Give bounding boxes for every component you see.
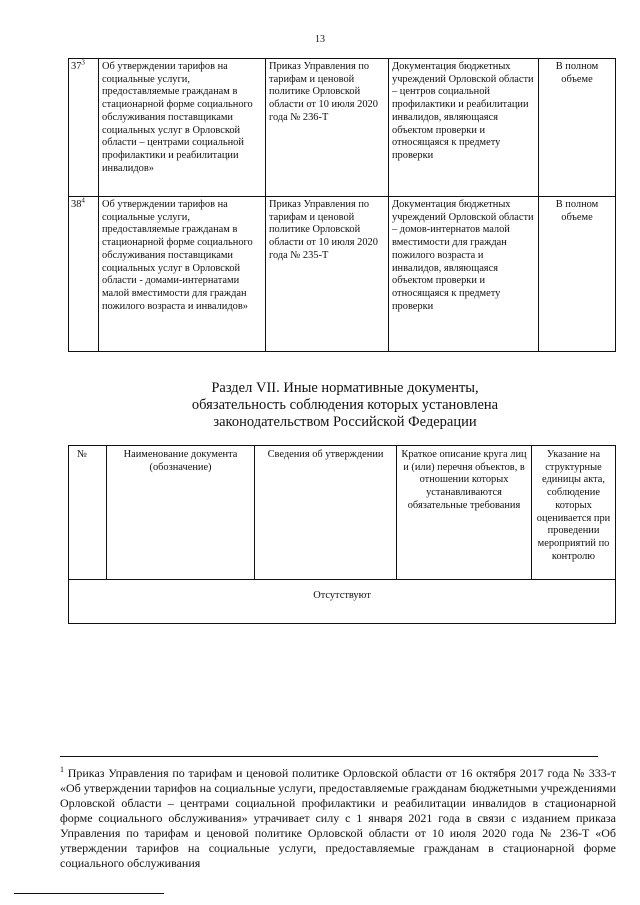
description-cell: Документация бюджетных учреждений Орловской области – центров социальной профилактики и реабилитации инвалидов, являющаяся объектом проверки и относящаяся к предмету проверки <box>389 59 539 197</box>
header-approval-info: Сведения об утверждении <box>255 446 397 580</box>
bottom-divider <box>14 893 164 894</box>
approval-cell: Приказ Управления по тарифам и ценовой политике Орловской области от 10 июля 2020 года № 235-Т <box>266 197 389 352</box>
section-table <box>68 445 616 624</box>
footnote-text: Приказ Управления по тарифам и ценовой политике Орловской области от 16 октября 2017 года № 333-т «Об утверждении тарифов на социальные услуги, предоставляемые гражданам бюджетными учреждениями Орловской области – центрами социальной профилактики и реабилитации инвалидов в стационарной форме социального обслуживания» утрачивает силу с 1 января 2021 года в связи с изданием приказа Управления по тарифам и ценовой политике Орловской области от 10 июля 2020 года № 236-Т «Об утверждении тарифов на социальные услуги, предоставляемые гражданам в стационарной форме социального обслуживания <box>60 766 616 870</box>
row-number-cell <box>69 197 99 352</box>
section-heading-line: Раздел VII. Иные нормативные документы, <box>211 380 479 396</box>
table-row <box>69 59 616 197</box>
header-description: Краткое описание круга лиц и (или) перечня объектов, в отношении которых устанавливаются обязательные требования <box>397 446 532 580</box>
header-number: № <box>69 446 107 580</box>
footnote-marker: 3 <box>81 58 85 67</box>
section-heading <box>120 380 570 431</box>
approval-cell: Приказ Управления по тарифам и ценовой политике Орловской области от 10 июля 2020 года № 236-Т <box>266 59 389 197</box>
extent-cell: В полном объеме <box>539 197 616 352</box>
absent-cell: Отсутствуют <box>69 580 616 624</box>
section-heading-line: обязательность соблюдения которых установлена <box>191 397 499 413</box>
row-number: 37 <box>71 61 82 72</box>
row-number: 38 <box>71 199 82 210</box>
footnote-marker: 4 <box>81 196 85 205</box>
page-number: 13 <box>315 34 325 45</box>
header-structural-units: Указание на структурные единицы акта, соблюдение которых оценивается при проведении мероприятий по контролю <box>532 446 616 580</box>
table-row <box>69 197 616 352</box>
table-row <box>69 580 616 624</box>
regulations-table <box>68 58 616 352</box>
section-heading-line: законодательством Российской Федерации <box>213 414 477 430</box>
footnote <box>60 766 616 871</box>
footnote-divider <box>60 756 598 757</box>
extent-cell: В полном объеме <box>539 59 616 197</box>
table-header-row <box>69 446 616 580</box>
act-name-cell: Об утверждении тарифов на социальные услуги, предоставляемые гражданам в стационарной форме социального обслуживания поставщиками социальных услуг в Орловской области – центрами социальной профилактики и реабилитации инвалидов» <box>99 59 266 197</box>
footnote-marker: 1 <box>60 765 64 774</box>
row-number-cell <box>69 59 99 197</box>
description-cell: Документация бюджетных учреждений Орловской области – домов-интернатов малой вместимости для граждан пожилого возраста и инвалидов, являющаяся объектом проверки и относящаяся к предмету проверки <box>389 197 539 352</box>
header-document-name: Наименование документа (обозначение) <box>107 446 255 580</box>
act-name-cell: Об утверждении тарифов на социальные услуги, предоставляемые гражданам в стационарной форме социального обслуживания поставщиками социальных услуг в Орловской области - домами-интернатами малой вместимости для граждан пожилого возраста и инвалидов» <box>99 197 266 352</box>
